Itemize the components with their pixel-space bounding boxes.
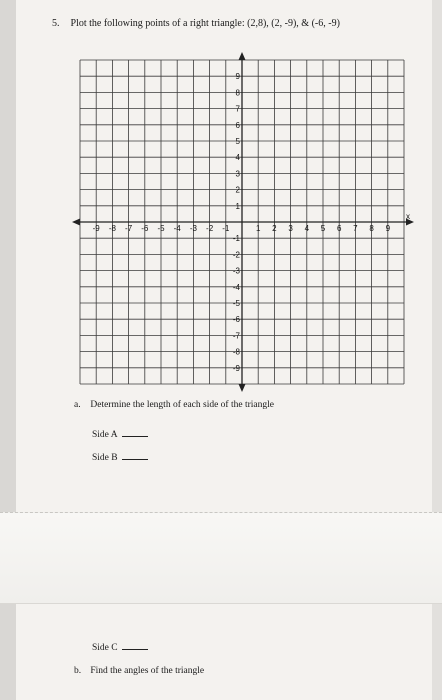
y-tick-label: -4 [232,282,240,292]
question-number: 5. [52,18,60,29]
y-tick-label: -5 [232,299,240,308]
y-tick-label: -6 [232,315,240,325]
x-tick-label: -9 [92,224,100,233]
side-b-label: Side B [92,453,118,463]
y-axis-arrow-up [239,52,246,60]
side-a-blank[interactable] [122,428,148,437]
y-tick-label: 2 [235,185,240,195]
x-tick-label: -6 [141,224,149,233]
y-tick-label: -3 [232,266,240,276]
part-a-letter: a. [74,400,81,410]
y-tick-label: 4 [235,153,240,163]
x-tick-label: 8 [369,224,374,233]
x-axis-arrow-left [72,219,80,226]
x-tick-label: 5 [320,224,326,233]
y-tick-label: 3 [235,169,240,179]
y-axis-arrow-down [239,384,246,392]
x-tick-label: -2 [206,224,214,233]
x-tick-label: -7 [125,224,133,233]
side-b-blank[interactable] [122,451,148,460]
part-a [74,400,274,410]
y-tick-label: 9 [235,72,240,82]
x-tick-label: 6 [336,224,342,233]
x-tick-label: -5 [157,224,165,233]
y-tick-label: 1 [235,201,240,211]
x-tick-label: -3 [189,224,197,233]
x-tick-label: 7 [353,224,358,233]
y-tick-label: -9 [232,363,240,373]
x-axis-label: x [406,212,410,221]
side-b-row [92,451,148,463]
x-tick-label: 1 [255,224,261,233]
side-c-blank[interactable] [122,641,148,650]
side-a-label: Side A [92,430,118,440]
part-b-prompt: Find the angles of the triangle [90,666,205,676]
y-tick-label: 8 [235,88,240,98]
y-tick-label: 7 [235,104,240,114]
question-text: Plot the following points of a right triangle: (2,8), (2, -9), & (-6, -9) [70,18,340,29]
side-c-label: Side C [92,643,118,653]
axes [72,52,414,392]
x-tick-label: 2 [272,224,277,233]
x-tick-label: 3 [288,224,293,233]
y-tick-label: -7 [232,331,240,341]
side-a-row [92,428,148,440]
x-tick-label: 9 [385,224,391,233]
x-tick-label: -4 [173,224,181,233]
y-tick-label: 6 [235,120,240,130]
y-tick-label: -8 [232,347,240,357]
part-a-prompt: Determine the length of each side of the triangle [90,400,274,410]
y-tick-label: -1 [232,234,240,244]
x-tick-label: -1 [222,224,230,233]
y-tick-label: -2 [232,250,240,260]
x-tick-label: 4 [304,224,310,233]
side-c-row [92,641,148,653]
part-b [74,666,204,676]
x-tick-label: -8 [108,224,116,233]
y-tick-label: 5 [235,137,240,146]
part-b-letter: b. [74,666,82,676]
